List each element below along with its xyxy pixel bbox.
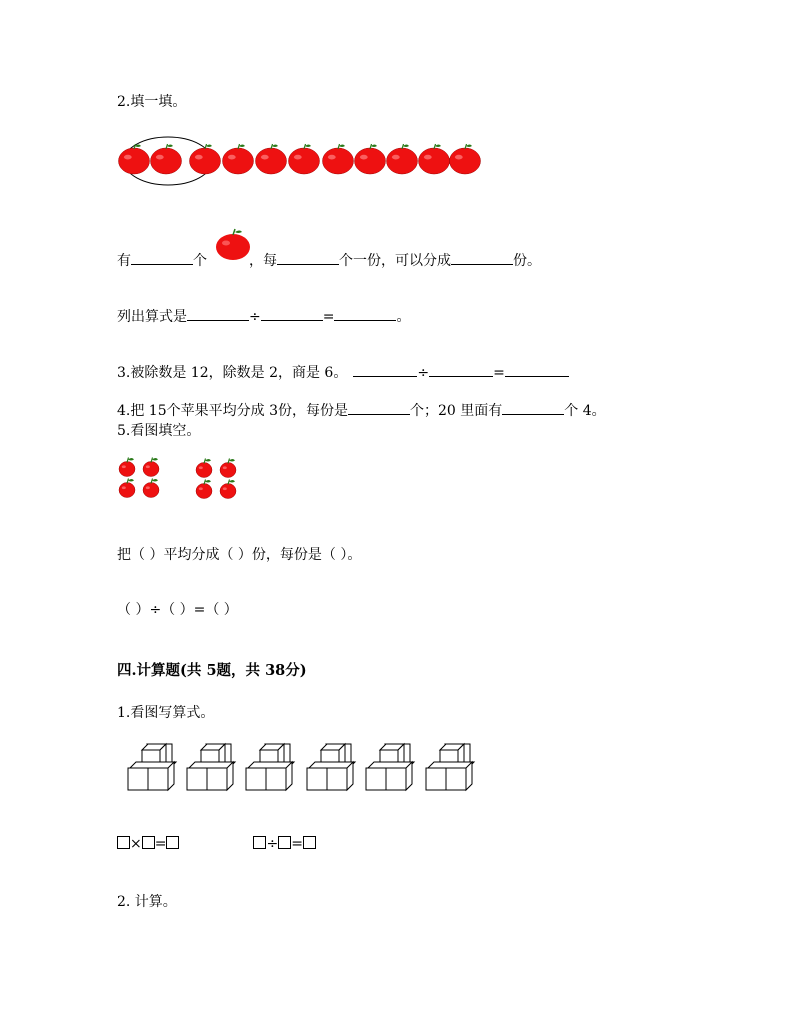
answer-blank-dividend[interactable] <box>187 306 249 321</box>
q4-line <box>117 400 606 420</box>
answer-blank-q3-dividend[interactable] <box>353 362 417 377</box>
q2-line1 <box>117 250 541 270</box>
cube-stack <box>307 744 355 790</box>
answer-box-mul-result[interactable] <box>166 836 179 849</box>
apple-icon <box>256 144 287 174</box>
apple-icon <box>223 144 254 174</box>
apple-icon <box>190 144 221 174</box>
apple-icon <box>355 144 386 174</box>
q2-line1-text-3: ，每 <box>249 253 277 269</box>
answer-blank-quotient[interactable] <box>334 306 396 321</box>
apple-icon <box>143 458 159 477</box>
answer-blank-divisor[interactable] <box>261 306 323 321</box>
q2-line1-text-5: 份。 <box>513 253 541 269</box>
apple-icon <box>220 459 236 478</box>
q3-equals-sign: = <box>493 365 505 381</box>
q2-line1-text-2: 个 <box>193 253 207 269</box>
cube-stack <box>366 744 414 790</box>
q2-line2 <box>117 306 410 326</box>
times-sign: × <box>130 836 142 852</box>
apple-groups-figure <box>118 457 248 505</box>
apple-icon <box>387 144 418 174</box>
mul-equals-sign: = <box>154 836 167 852</box>
answer-box-div-result[interactable] <box>303 836 316 849</box>
answer-blank-q3-quotient[interactable] <box>505 362 569 377</box>
answer-blank-groups[interactable] <box>451 250 513 265</box>
apple-icon <box>214 228 252 262</box>
q4-text-3: 个 4。 <box>564 403 606 419</box>
apple-icon <box>119 144 150 174</box>
q2-line2-end: 。 <box>396 309 411 325</box>
cube-stack <box>187 744 235 790</box>
q4-text-1: 4.把 15个苹果平均分成 3份，每份是 <box>117 403 348 419</box>
apple-icon <box>289 144 320 174</box>
apple-icon <box>119 458 135 477</box>
q4-text-2: 个；20 里面有 <box>409 403 503 419</box>
apple-icon <box>119 479 135 498</box>
s4q1-title: 1.看图写算式。 <box>117 705 215 721</box>
q5-title: 5.看图填空。 <box>117 423 201 439</box>
q3-text: 3.被除数是 12，除数是 2，商是 6。 <box>117 365 348 381</box>
apple-icon <box>143 479 159 498</box>
q5-line2: （ ）÷（ ）=（ ） <box>117 602 238 618</box>
cube-groups-figure <box>126 742 478 794</box>
answer-blank-count[interactable] <box>131 250 193 265</box>
q2-title: 2.填一填。 <box>117 94 187 110</box>
answer-blank-q3-divisor[interactable] <box>429 362 493 377</box>
apple-icon <box>419 144 450 174</box>
cube-stack <box>128 744 176 790</box>
apple-icon <box>323 144 354 174</box>
answer-blank-q4-each[interactable] <box>348 400 410 415</box>
formula-row <box>117 835 316 853</box>
q3-divide-sign: ÷ <box>417 365 430 381</box>
q5-line1: 把（ ）平均分成（ ）份，每份是（ ）。 <box>117 547 362 563</box>
q2-line1-text-4: 个一份，可以分成 <box>339 253 451 269</box>
equals-sign: = <box>322 309 335 325</box>
q2-line2-text: 列出算式是 <box>117 309 187 325</box>
section-heading: 四.计算题(共 5题，共 38分) <box>117 662 307 679</box>
divide-sign: ÷ <box>249 309 261 325</box>
answer-box-div-b[interactable] <box>278 836 291 849</box>
q2-line1-text-1: 有 <box>117 253 131 269</box>
apple-icon <box>220 480 236 499</box>
div-equals-sign: = <box>291 836 303 852</box>
cube-stack <box>246 744 294 790</box>
answer-box-div-a[interactable] <box>253 836 266 849</box>
apple-icon <box>196 459 212 478</box>
answer-box-mul-b[interactable] <box>142 836 155 849</box>
q3-line <box>117 362 569 382</box>
div-sign: ÷ <box>266 836 279 852</box>
apple-icon <box>450 144 481 174</box>
answer-blank-q4-count[interactable] <box>502 400 564 415</box>
apple-icon <box>196 480 212 499</box>
answer-blank-per-group[interactable] <box>277 250 339 265</box>
apple-row-figure <box>120 135 490 190</box>
apple-icon <box>151 144 182 174</box>
cube-stack <box>426 744 474 790</box>
s4q2-title: 2. 计算。 <box>117 894 177 910</box>
answer-box-mul-a[interactable] <box>117 836 130 849</box>
